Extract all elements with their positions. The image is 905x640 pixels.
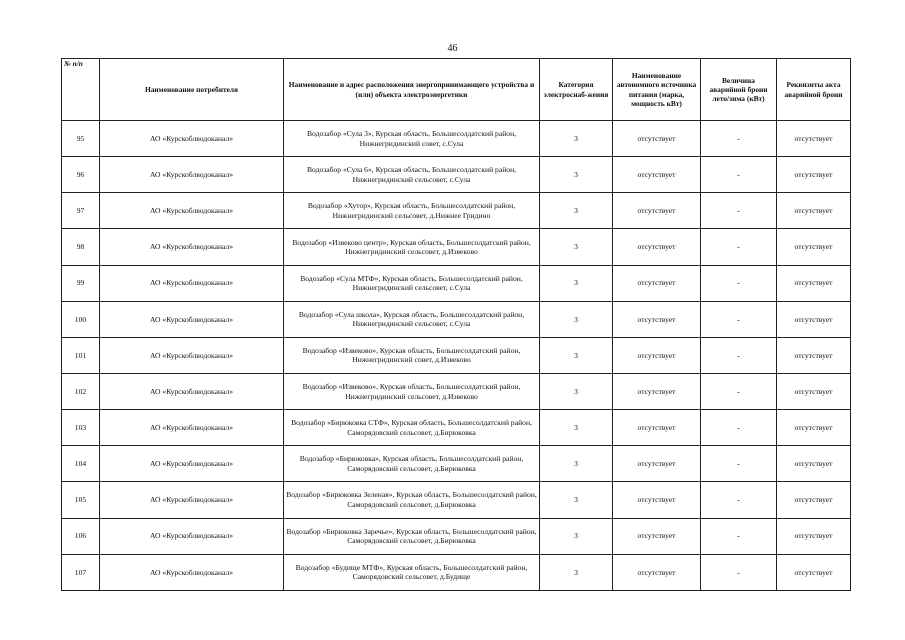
cell-address: Водозабор «Хутор», Курская область, Большесолдатский район, Нижнегридинский сельсовет, д.Нижнее Гридино (284, 193, 540, 229)
table-row (62, 301, 851, 337)
cell-category: 3 (540, 446, 613, 482)
cell-reserve: - (701, 121, 777, 157)
table-header-row (62, 59, 851, 121)
table-row (62, 229, 851, 265)
cell-reserve: - (701, 518, 777, 554)
header-reserve: Величина аварийной брони лето/зима (кВт) (701, 59, 777, 121)
cell-category: 3 (540, 229, 613, 265)
cell-consumer: АО «Курскоблводоканал» (100, 301, 284, 337)
cell-consumer: АО «Курскоблводоканал» (100, 265, 284, 301)
cell-source: отсутствует (613, 446, 701, 482)
cell-act: отсутствует (777, 410, 851, 446)
cell-address: Водозабор «Бирюковка СТФ», Курская область, Большесолдатский район, Саморядовский сельсовет, д.Бирюковка (284, 410, 540, 446)
cell-category: 3 (540, 301, 613, 337)
cell-reserve: - (701, 301, 777, 337)
cell-consumer: АО «Курскоблводоканал» (100, 373, 284, 409)
cell-source: отсутствует (613, 301, 701, 337)
cell-category: 3 (540, 410, 613, 446)
table-row (62, 482, 851, 518)
cell-reserve: - (701, 193, 777, 229)
cell-act: отсутствует (777, 157, 851, 193)
cell-source: отсутствует (613, 229, 701, 265)
page-number: 46 (447, 43, 458, 54)
cell-act: отсутствует (777, 446, 851, 482)
table-row (62, 446, 851, 482)
cell-act: отсутствует (777, 193, 851, 229)
cell-category: 3 (540, 265, 613, 301)
cell-act: отсутствует (777, 518, 851, 554)
cell-reserve: - (701, 373, 777, 409)
cell-address: Водозабор «Бирюковка», Курская область, Большесолдатский район, Саморядовский сельсовет, д.Бирюковка (284, 446, 540, 482)
cell-consumer: АО «Курскоблводоканал» (100, 446, 284, 482)
cell-num: 106 (62, 518, 100, 554)
energy-consumers-table (61, 58, 851, 591)
cell-reserve: - (701, 265, 777, 301)
cell-address: Водозабор «Извеково», Курская область, Большесолдатский район, Нижнегридинский совет, д.Извеково (284, 337, 540, 373)
cell-act: отсутствует (777, 554, 851, 590)
cell-num: 98 (62, 229, 100, 265)
cell-num: 107 (62, 554, 100, 590)
header-source: Наименование автономного источника питания (марка, мощность кВт) (613, 59, 701, 121)
cell-category: 3 (540, 482, 613, 518)
cell-address: Водозабор «Извеково центр», Курская область, Большесолдатский район, Нижнегридинский сельсовет, д.Извеково (284, 229, 540, 265)
cell-consumer: АО «Курскоблводоканал» (100, 482, 284, 518)
cell-consumer: АО «Курскоблводоканал» (100, 518, 284, 554)
cell-act: отсутствует (777, 301, 851, 337)
cell-consumer: АО «Курскоблводоканал» (100, 157, 284, 193)
cell-reserve: - (701, 337, 777, 373)
cell-num: 102 (62, 373, 100, 409)
table-row (62, 373, 851, 409)
table-row (62, 193, 851, 229)
cell-act: отсутствует (777, 265, 851, 301)
cell-address: Водозабор «Сула 6», Курская область, Большесолдатский район, Нижнегридинский сельсовет, с.Сула (284, 157, 540, 193)
cell-category: 3 (540, 337, 613, 373)
cell-category: 3 (540, 554, 613, 590)
cell-address: Водозабор «Будище МТФ», Курская область, Большесолдатский район, Саморядовский сельсовет, д.Будище (284, 554, 540, 590)
cell-reserve: - (701, 554, 777, 590)
cell-consumer: АО «Курскоблводоканал» (100, 193, 284, 229)
cell-reserve: - (701, 157, 777, 193)
cell-num: 97 (62, 193, 100, 229)
cell-category: 3 (540, 121, 613, 157)
cell-reserve: - (701, 446, 777, 482)
header-address: Наименование и адрес расположения энергопринимающего устройства и (или) объекта электроэнергетики (284, 59, 540, 121)
cell-source: отсутствует (613, 518, 701, 554)
header-num: № п/п (62, 59, 100, 121)
cell-source: отсутствует (613, 373, 701, 409)
cell-num: 103 (62, 410, 100, 446)
cell-source: отсутствует (613, 410, 701, 446)
cell-category: 3 (540, 518, 613, 554)
cell-category: 3 (540, 373, 613, 409)
cell-category: 3 (540, 193, 613, 229)
header-consumer: Наименование потребителя (100, 59, 284, 121)
cell-source: отсутствует (613, 193, 701, 229)
cell-act: отсутствует (777, 229, 851, 265)
cell-act: отсутствует (777, 482, 851, 518)
table-row (62, 410, 851, 446)
cell-act: отсутствует (777, 373, 851, 409)
cell-act: отсутствует (777, 121, 851, 157)
cell-address: Водозабор «Сула МТФ», Курская область, Большесолдатский район, Нижнегридинский сельсовет, с.Сула (284, 265, 540, 301)
cell-source: отсутствует (613, 482, 701, 518)
cell-reserve: - (701, 229, 777, 265)
table-row (62, 265, 851, 301)
cell-source: отсутствует (613, 157, 701, 193)
cell-num: 104 (62, 446, 100, 482)
cell-address: Водозабор «Бирюковка Зеленая», Курская область, Большесолдатский район, Саморядовский сельсовет, д.Бирюковка (284, 482, 540, 518)
cell-source: отсутствует (613, 554, 701, 590)
cell-consumer: АО «Курскоблводоканал» (100, 337, 284, 373)
cell-num: 96 (62, 157, 100, 193)
header-category: Категория электроснаб-жения (540, 59, 613, 121)
table-row (62, 518, 851, 554)
table-row (62, 337, 851, 373)
cell-consumer: АО «Курскоблводоканал» (100, 554, 284, 590)
cell-consumer: АО «Курскоблводоканал» (100, 121, 284, 157)
cell-num: 105 (62, 482, 100, 518)
cell-source: отсутствует (613, 121, 701, 157)
cell-consumer: АО «Курскоблводоканал» (100, 229, 284, 265)
cell-num: 101 (62, 337, 100, 373)
cell-category: 3 (540, 157, 613, 193)
cell-consumer: АО «Курскоблводоканал» (100, 410, 284, 446)
cell-address: Водозабор «Бирюковка Заречье», Курская область, Большесолдатский район, Саморядовский сельсовет, д.Бирюковка (284, 518, 540, 554)
cell-num: 99 (62, 265, 100, 301)
table-row (62, 157, 851, 193)
cell-act: отсутствует (777, 337, 851, 373)
table-row (62, 554, 851, 590)
cell-num: 95 (62, 121, 100, 157)
cell-address: Водозабор «Сула школа», Курская область, Большесолдатский район, Нижнегридинский сельсовет, с.Сула (284, 301, 540, 337)
cell-address: Водозабор «Сула 3», Курская область, Большесолдатский район, Нижнегридинский совет, с.Сула (284, 121, 540, 157)
cell-reserve: - (701, 410, 777, 446)
header-act: Реквизиты акта аварийной брони (777, 59, 851, 121)
cell-address: Водозабор «Извеково», Курская область, Большесолдатский район, Нижнегридинский сельсовет, д.Извеково (284, 373, 540, 409)
table-body (62, 121, 851, 591)
cell-num: 100 (62, 301, 100, 337)
table-row (62, 121, 851, 157)
cell-reserve: - (701, 482, 777, 518)
cell-source: отсутствует (613, 337, 701, 373)
cell-source: отсутствует (613, 265, 701, 301)
